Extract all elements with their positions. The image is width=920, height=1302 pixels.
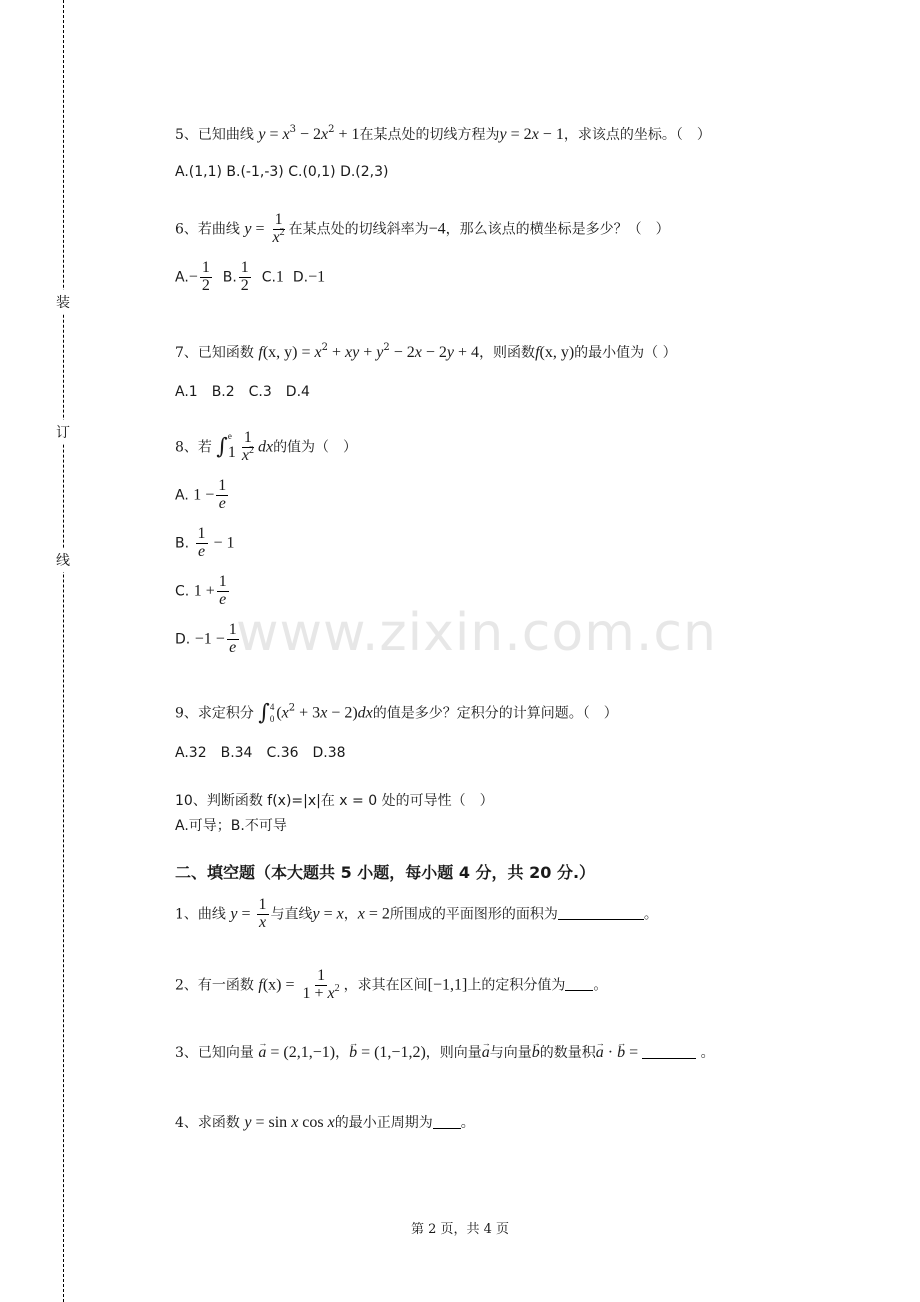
section-2-title: 二、填空题（本大题共 5 小题，每小题 4 分，共 20 分.） [175, 863, 596, 882]
math-var: x [291, 1114, 299, 1131]
question-text: 有一函数 [197, 977, 254, 994]
math-var: f [258, 976, 263, 994]
fraction [216, 478, 228, 513]
question-text: 在某点处的切线斜率为 [288, 221, 429, 238]
option-b-label: B. [222, 269, 237, 286]
integral-upper-limit: 4 [269, 702, 275, 712]
math-var: x [414, 344, 422, 361]
fraction-numerator: 1 [274, 211, 283, 228]
question-text: ，则函数 [479, 345, 536, 361]
question-9-options: A.32 B.34 C.36 D.38 [175, 745, 346, 761]
question-8 [175, 430, 357, 465]
option-c-label: C. [261, 269, 276, 286]
fraction-denominator: x [258, 913, 267, 931]
math-op: = [281, 976, 299, 994]
fraction-numerator: 1 [243, 429, 252, 446]
question-text: 的数量积 [539, 1045, 596, 1061]
fraction-denominator: 1 + [302, 984, 328, 1002]
question-10-options: A.可导；B.不可导 [175, 818, 287, 834]
question-7-options: A.1 B.2 C.3 D.4 [175, 384, 310, 400]
question-number: 8、 [175, 439, 198, 456]
binding-char-zhuang: 装 [56, 290, 70, 314]
option-a-label: A. [175, 269, 189, 286]
fraction-numerator: 1 [228, 621, 237, 638]
fill-question-3 [175, 1043, 715, 1063]
question-text: 所围成的平面图形的面积为 [389, 906, 558, 923]
fill-question-1 [175, 897, 658, 932]
math-value: 1 [275, 268, 284, 286]
question-number: 2、 [175, 977, 198, 994]
math-value: −1 [308, 268, 326, 286]
question-7 [175, 343, 677, 363]
math-op: = [625, 1044, 643, 1061]
math-op: = [237, 905, 255, 923]
fraction [301, 968, 342, 1003]
math-var: x [336, 905, 344, 923]
math-op: − 2) [327, 704, 358, 722]
answer-blank[interactable] [565, 976, 593, 991]
math-args: (x, y) [262, 344, 298, 361]
question-number: 6、 [175, 221, 198, 238]
math-value: −4 [428, 220, 446, 238]
fraction [217, 574, 229, 609]
math-op: − [188, 268, 198, 286]
fraction-denominator: e [218, 494, 226, 512]
question-text: ，那么该点的横坐标是多少？（ ） [445, 221, 670, 238]
question-text: 的值为（ ） [273, 439, 358, 456]
math-op: = 2 [506, 126, 532, 143]
integral-lower-limit: 1 [227, 443, 236, 461]
math-value: = (2,1,−1) [266, 1044, 336, 1061]
math-exp: 3 [289, 124, 296, 135]
fraction [200, 260, 212, 295]
question-text: 与直线 [270, 906, 313, 923]
question-text: 的值是多少？定积分的计算问题。（ ） [372, 705, 618, 722]
question-8-option-b [175, 526, 235, 561]
math-exp: 2 [248, 444, 254, 456]
math-interval: [−1,1] [427, 976, 468, 994]
question-text: 曲线 [197, 906, 226, 923]
question-text: 求函数 [197, 1115, 240, 1131]
question-text: 在某点处的切线方程为 [359, 127, 500, 143]
math-exp: 2 [383, 342, 390, 353]
fraction-denominator: 2 [201, 276, 210, 294]
fraction-numerator: 1 [197, 525, 206, 542]
fraction-numerator: 1 [218, 477, 227, 494]
math-var: f [258, 344, 263, 361]
answer-blank[interactable] [433, 1114, 461, 1129]
math-op: + 1 [334, 126, 360, 143]
math-var: y [446, 344, 455, 361]
question-number: 4、 [175, 1115, 198, 1131]
math-var: y [230, 905, 238, 923]
fraction-denominator: x [272, 228, 280, 246]
punctuation: 。 [643, 906, 658, 923]
math-op: cos [298, 1114, 328, 1131]
question-text: 若曲线 [197, 221, 240, 238]
fraction [227, 622, 239, 657]
integral-sign: ∫ [258, 700, 270, 726]
fraction [257, 897, 269, 932]
question-text: 若 [197, 439, 212, 456]
math-var: f [535, 344, 540, 361]
question-text: 上的定积分值为 [467, 977, 566, 994]
integral-upper-limit: e [227, 431, 232, 442]
math-op: ( [276, 704, 282, 722]
question-number: 7、 [175, 345, 198, 361]
watermark: www.zixin.com.cn [236, 603, 717, 663]
fraction [240, 430, 256, 465]
math-exp: 2 [321, 342, 328, 353]
math-op: = [265, 126, 283, 143]
math-exp: 2 [334, 982, 340, 994]
binding-margin-line [63, 0, 64, 1302]
question-10: 10、判断函数 f(x)=|x|在 x = 0 处的可导性（ ） [175, 793, 494, 809]
integral-lower-limit: 0 [269, 713, 275, 724]
math-var: x [321, 126, 329, 143]
fraction-denominator: 2 [240, 276, 249, 294]
answer-blank[interactable] [642, 1044, 696, 1059]
math-op: · [603, 1044, 618, 1061]
math-args: (x, y) [539, 344, 575, 361]
math-exp: 2 [328, 124, 335, 135]
math-var: x [531, 126, 539, 143]
option-d-label: D. [175, 631, 191, 648]
punctuation: 。 [700, 1045, 715, 1061]
math-var: xy [345, 344, 360, 361]
vector-a: → a [258, 1043, 266, 1063]
fill-question-4 [175, 1113, 475, 1133]
integral-sign: ∫ [216, 434, 228, 460]
question-number: 3、 [175, 1045, 198, 1061]
math-var: x [327, 984, 335, 1002]
math-var: x [357, 905, 365, 923]
question-text: 求定积分 [197, 705, 254, 722]
math-op: + 4 [454, 344, 480, 361]
question-9 [175, 702, 618, 725]
question-text: ，求该点的坐标。（ ） [563, 127, 711, 143]
math-args: (x) [262, 976, 282, 994]
option-d-label: D. [292, 269, 309, 286]
math-op: − 1 [209, 534, 235, 552]
vector-b: → b [532, 1043, 540, 1063]
math-exp: 2 [279, 226, 285, 238]
math-value: = (1,−1,2) [357, 1044, 426, 1061]
question-5-options: A.(1,1) B.(-1,-3) C.(0,1) D.(2,3) [175, 164, 389, 180]
question-6 [175, 212, 670, 247]
math-op: = sin [251, 1114, 292, 1131]
math-op: = [319, 905, 337, 923]
math-var: y [499, 126, 507, 143]
question-text: 已知向量 [197, 1045, 254, 1061]
vector-a: → a [482, 1043, 490, 1063]
punctuation: ， [343, 906, 358, 923]
fraction-denominator: e [229, 638, 237, 656]
answer-blank[interactable] [558, 905, 644, 920]
fraction-denominator: x [241, 446, 249, 464]
question-6-options [175, 260, 325, 295]
math-op: + [359, 344, 377, 361]
vector-b: → b [349, 1043, 357, 1063]
question-text: 与向量 [489, 1045, 532, 1061]
fill-question-2 [175, 968, 607, 1003]
question-8-option-d [175, 622, 241, 657]
question-text: 已知曲线 [197, 127, 254, 143]
question-text: 的最小正周期为 [334, 1115, 433, 1131]
page-footer: 第 2 页，共 4 页 [410, 1222, 510, 1237]
binding-char-ding: 订 [56, 420, 70, 444]
math-op: − 2 [389, 344, 415, 361]
vector-a: → a [596, 1043, 604, 1063]
punctuation: ， [335, 1045, 350, 1061]
math-op: − 2 [296, 126, 322, 143]
fraction [271, 212, 287, 247]
question-number: 5、 [175, 127, 198, 143]
question-8-option-c [175, 574, 231, 609]
option-a-label: A. [175, 487, 189, 504]
question-text: 的最小值为（ ） [574, 345, 677, 361]
fraction [239, 260, 251, 295]
math-var: y [244, 1114, 252, 1131]
binding-char-xian: 线 [56, 548, 70, 572]
math-op: 1 + [193, 582, 215, 600]
math-var: x [327, 1114, 335, 1131]
math-var: x [314, 344, 322, 361]
math-differential: dx [257, 438, 274, 456]
fraction-numerator: 1 [201, 259, 210, 276]
math-var: y [258, 126, 266, 143]
math-op: − 2 [421, 344, 447, 361]
math-op: = 2 [364, 905, 390, 923]
option-c-label: C. [175, 583, 190, 600]
math-var: y [376, 344, 384, 361]
vector-b: → b [617, 1043, 625, 1063]
math-var: x [320, 704, 328, 722]
fraction-numerator: 1 [317, 967, 326, 984]
question-5 [175, 125, 711, 145]
math-var: y [244, 220, 252, 238]
option-b-label: B. [175, 535, 190, 552]
math-differential: dx [357, 704, 373, 722]
punctuation: 。 [593, 977, 608, 994]
math-exp: 2 [288, 702, 296, 714]
math-op: + 3 [295, 704, 321, 722]
question-text: ，求其在区间 [343, 977, 428, 994]
fraction-numerator: 1 [258, 896, 267, 913]
fraction-numerator: 1 [218, 573, 227, 590]
fraction [196, 526, 208, 561]
question-number: 1、 [175, 906, 198, 923]
math-op: + [328, 344, 346, 361]
math-var: x [282, 126, 290, 143]
math-op: 1 − [193, 486, 215, 504]
fraction-denominator: e [197, 542, 206, 560]
question-number: 9、 [175, 705, 198, 722]
punctuation: 。 [460, 1115, 475, 1131]
fraction-numerator: 1 [240, 259, 249, 276]
question-text: 已知函数 [197, 345, 254, 361]
question-8-option-a [175, 478, 230, 513]
math-var: y [312, 905, 320, 923]
math-var: x [281, 704, 289, 722]
fraction-denominator: e [219, 590, 227, 608]
math-op: = [297, 344, 315, 361]
math-op: − 1 [538, 126, 564, 143]
question-text: ，则向量 [425, 1045, 482, 1061]
math-op: = [251, 220, 269, 238]
math-op: −1 − [194, 630, 225, 648]
